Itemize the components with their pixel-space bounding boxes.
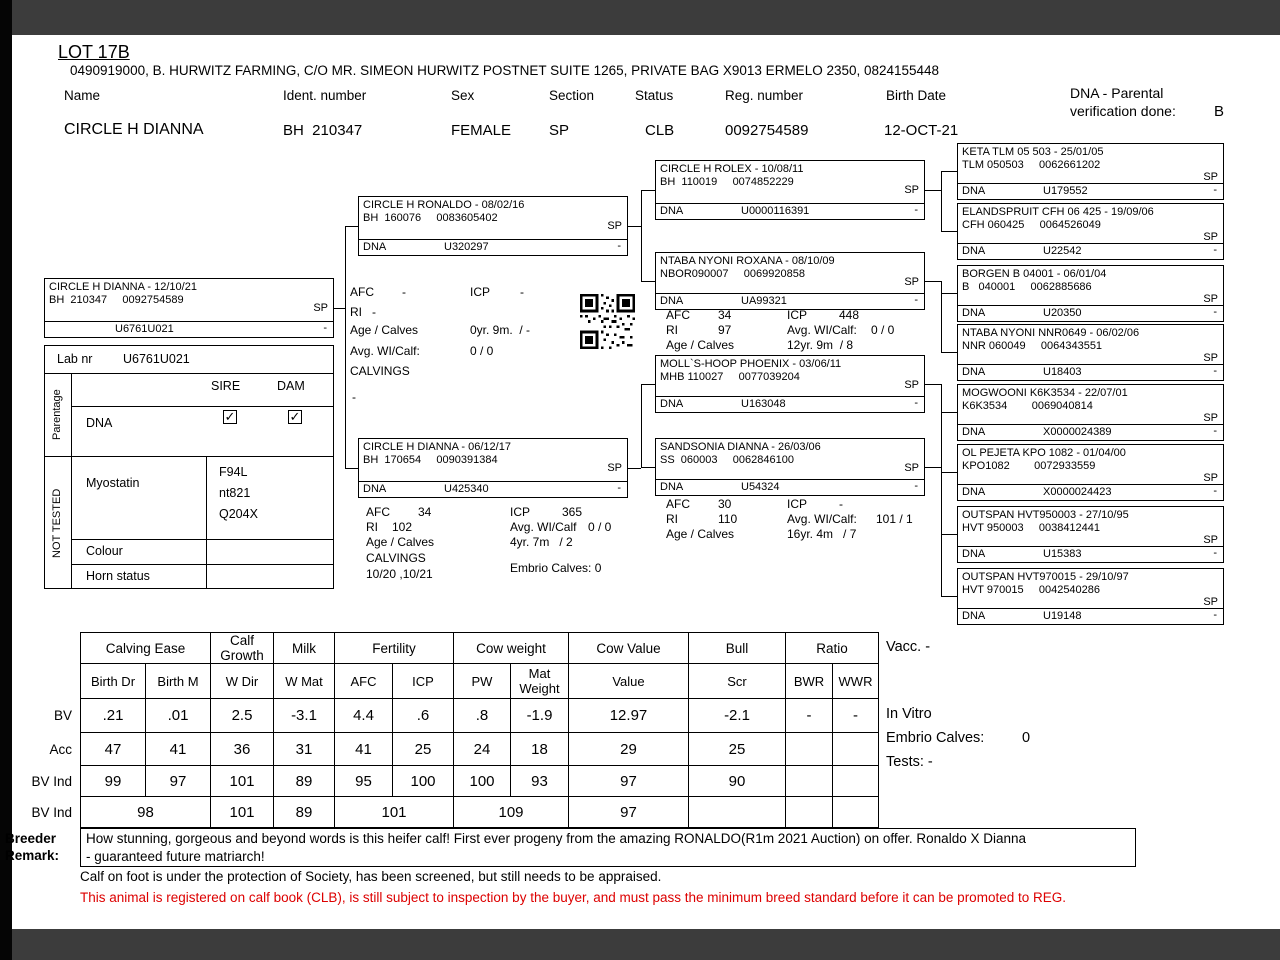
bv-cell: 4.4	[335, 699, 393, 733]
acc-cell: 41	[335, 733, 393, 766]
col-pw: PW	[454, 664, 511, 699]
section-label: Section	[549, 88, 595, 103]
animal-name: CIRCLE H ROLEX - 10/08/11	[660, 163, 804, 175]
age-calves-value: 0yr. 9m. / -	[470, 323, 531, 337]
animal-ids: MHB 110027 0077039204	[660, 371, 800, 383]
dna-number: X0000024389	[1043, 426, 1112, 438]
animal-ids: HVT 970015 0042540286	[962, 584, 1101, 596]
dna-number: UA99321	[741, 295, 787, 307]
dash: -	[914, 397, 918, 409]
sire-column-header: SIRE	[211, 379, 241, 393]
row-label-bvind-1: BV Ind	[31, 774, 72, 789]
status-value: CLB	[645, 122, 675, 139]
bv-cell: -	[833, 699, 879, 733]
society-note: Calf on foot is under the protection of Society, has been screened, but still needs to be appraised.	[80, 869, 662, 884]
not-tested-label: NOT TESTED	[51, 488, 63, 558]
acc-cell	[833, 733, 879, 766]
pedigree-box-ggp-4	[957, 384, 1224, 441]
dash: -	[617, 240, 621, 252]
dna-label: DNA	[363, 241, 387, 253]
dash: -	[1213, 244, 1217, 256]
tests-text: Tests: -	[886, 754, 933, 770]
animal-ids: B 040001 0062885686	[962, 281, 1092, 293]
dna-number: U425340	[444, 483, 489, 495]
col-w-dir: W Dir	[211, 664, 274, 699]
bvind-cell: 90	[689, 766, 786, 797]
breeder-remark-box	[80, 828, 1136, 867]
age-calves-label: Age / Calves	[666, 338, 735, 352]
bvind2-cell: 98	[81, 797, 211, 828]
dna-label: DNA	[962, 426, 986, 438]
bottom-frame-bar	[0, 929, 1280, 960]
afc-value: 34	[718, 308, 732, 322]
ebv-table	[80, 632, 879, 828]
dna-label: DNA	[363, 483, 387, 495]
animal-name: NTABA NYONI ROXANA - 08/10/09	[660, 255, 835, 267]
dna-number: U18403	[1043, 366, 1082, 378]
invitro-text: In Vitro	[886, 706, 932, 722]
col-w-mat: W Mat	[274, 664, 335, 699]
afc-label: AFC	[666, 308, 690, 322]
acc-cell: 31	[274, 733, 335, 766]
icp-value: -	[839, 497, 843, 511]
icp-value: -	[520, 285, 524, 299]
horn-status-label: Horn status	[86, 569, 150, 583]
group-cow-weight: Cow weight	[454, 633, 569, 664]
row-label-bvind-2: BV Ind	[31, 805, 72, 820]
embrio-calves-label: Embrio Calves:	[886, 730, 985, 746]
bvind-cell: 99	[81, 766, 146, 797]
row-label-acc: Acc	[49, 742, 72, 757]
dna-row	[656, 203, 924, 219]
afc-label: AFC	[366, 505, 390, 519]
afc-value: 30	[718, 497, 732, 511]
avg-wicalf-label: Avg. WI/Calf:	[787, 512, 857, 526]
afc-value: -	[402, 285, 406, 299]
age-calves-label: Age / Calves	[666, 527, 735, 541]
acc-cell	[786, 733, 833, 766]
pedigree-box-ggp-5	[957, 444, 1224, 501]
dna-verification-label-1: DNA - Parental	[1070, 85, 1164, 101]
dna-row	[656, 293, 924, 309]
section-value: SP	[549, 122, 570, 139]
dna-row	[958, 608, 1223, 624]
bvind2-cell: 101	[335, 797, 454, 828]
acc-cell: 41	[146, 733, 211, 766]
name-label: Name	[64, 88, 101, 103]
dash: -	[1213, 609, 1217, 621]
animal-ids: NNR 060049 0064343551	[962, 340, 1103, 352]
age-calves-value: 12yr. 9m / 8	[787, 338, 854, 352]
dna-label: DNA	[660, 481, 684, 493]
animal-name: CIRCLE H DIANNA - 06/12/17	[363, 441, 511, 453]
dna-row	[656, 396, 924, 412]
bv-cell: .8	[454, 699, 511, 733]
bv-cell: -1.9	[511, 699, 569, 733]
dash: -	[1213, 425, 1217, 437]
animal-name: CIRCLE H DIANNA - 12/10/21	[49, 281, 197, 293]
avg-wicalf-value: 0 / 0	[470, 344, 494, 358]
breeder-remark-line-2: - guaranteed future matriarch!	[86, 849, 265, 864]
dna-row	[958, 243, 1223, 259]
bvind-cell: 89	[274, 766, 335, 797]
animal-name: BORGEN B 04001 - 06/01/04	[962, 268, 1107, 280]
ident-label: Ident. number	[283, 88, 367, 103]
dna-label: DNA	[962, 486, 986, 498]
pedigree-box-ggp-2	[957, 265, 1224, 322]
bvind-cell	[786, 766, 833, 797]
section-code: SP	[904, 184, 919, 196]
animal-name: ELANDSPRUIT CFH 06 425 - 19/09/06	[962, 206, 1154, 218]
dna-number: U22542	[1043, 245, 1082, 257]
col-afc: AFC	[335, 664, 393, 699]
dash: -	[617, 482, 621, 494]
section-code: SP	[1203, 231, 1218, 243]
acc-cell: 18	[511, 733, 569, 766]
section-code: SP	[607, 462, 622, 474]
gp-roxana-stats	[666, 308, 921, 354]
animal-name: CIRCLE H RONALDO - 08/02/16	[363, 199, 525, 211]
avg-wicalf-label: Avg. WI/Calf:	[787, 323, 857, 337]
dna-verification-value: B	[1214, 103, 1225, 120]
reg-label: Reg. number	[725, 88, 804, 103]
bvind-cell: 100	[454, 766, 511, 797]
age-calves-value: 16yr. 4m / 7	[787, 527, 857, 541]
pedigree-box-ggp-7	[957, 568, 1224, 625]
birthdate-label: Birth Date	[886, 88, 947, 103]
bvind2-cell	[833, 797, 879, 828]
group-calving-ease: Calving Ease	[81, 633, 211, 664]
dna-row	[958, 484, 1223, 500]
pedigree-box-ggp-3	[957, 324, 1224, 381]
section-code: SP	[607, 220, 622, 232]
col-mat-weight: Mat Weight	[511, 664, 569, 699]
top-frame-bar	[0, 0, 1280, 35]
qr-code	[580, 294, 635, 349]
bv-cell: .6	[393, 699, 454, 733]
animal-ids: K6K3534 0069040814	[962, 400, 1093, 412]
dna-number: U54324	[741, 481, 780, 493]
icp-label: ICP	[787, 308, 808, 322]
animal-name: OUTSPAN HVT950003 - 27/10/95	[962, 509, 1129, 521]
pedigree-box-ggp-0	[957, 143, 1224, 200]
pedigree-box-ggp-6	[957, 506, 1224, 563]
calvings-value: -	[352, 390, 356, 404]
dna-label: DNA	[962, 307, 986, 319]
dna-number: X0000024423	[1043, 486, 1112, 498]
dna-row	[958, 546, 1223, 562]
dash: -	[1213, 365, 1217, 377]
dna-label: DNA	[660, 398, 684, 410]
dna-row	[359, 239, 627, 255]
animal-ids: BH 170654 0090391384	[363, 454, 498, 466]
bv-cell: .21	[81, 699, 146, 733]
col-birth-m: Birth M	[146, 664, 211, 699]
bvind-cell: 100	[393, 766, 454, 797]
dna-label: DNA	[962, 245, 986, 257]
bvind2-cell: 97	[569, 797, 689, 828]
dna-label: DNA	[660, 295, 684, 307]
dash: -	[1213, 485, 1217, 497]
group-cow-value: Cow Value	[569, 633, 689, 664]
dna-number: U0000116391	[741, 205, 810, 217]
group-bull: Bull	[689, 633, 786, 664]
animal-ids: SS 060003 0062846100	[660, 454, 794, 466]
col-scr: Scr	[689, 664, 786, 699]
ident-value: BH 210347	[283, 122, 363, 139]
gp-sandsonia-stats	[666, 497, 921, 543]
parentage-label: Parentage	[51, 389, 63, 441]
vacc-text: Vacc. -	[886, 639, 931, 655]
animal-name: NTABA NYONI NNR0649 - 06/02/06	[962, 327, 1140, 339]
section-code: SP	[1203, 412, 1218, 424]
animal-name: OUTSPAN HVT970015 - 29/10/97	[962, 571, 1129, 583]
lot-title: LOT 17B	[58, 42, 130, 62]
acc-cell: 25	[393, 733, 454, 766]
dash: -	[914, 294, 918, 306]
breeder-remark-label-2: Remark:	[5, 848, 60, 863]
avg-wicalf-value: 101 / 1	[876, 512, 913, 526]
animal-ids: NBOR090007 0069920858	[660, 268, 805, 280]
section-code: SP	[1203, 293, 1218, 305]
col-icp: ICP	[393, 664, 454, 699]
calvings-label: CALVINGS	[350, 364, 410, 378]
bvind2-cell	[689, 797, 786, 828]
col-value: Value	[569, 664, 689, 699]
bv-cell: -3.1	[274, 699, 335, 733]
bvind-cell: 97	[146, 766, 211, 797]
dash: -	[914, 204, 918, 216]
dna-row	[656, 479, 924, 495]
bvind2-cell	[786, 797, 833, 828]
group-fertility: Fertility	[335, 633, 454, 664]
dash: -	[1213, 547, 1217, 559]
avg-wicalf-label: Avg. WI/Calf:	[350, 344, 420, 358]
section-code: SP	[1203, 472, 1218, 484]
bvind-cell: 101	[211, 766, 274, 797]
dna-row	[359, 481, 627, 497]
birthdate-value: 12-OCT-21	[884, 122, 959, 139]
group-calf-growth: Calf Growth	[211, 633, 274, 664]
dna-number: U20350	[1043, 307, 1082, 319]
pedigree-box-gp-1	[655, 252, 925, 310]
ri-label: RI	[350, 305, 362, 319]
dna-row	[958, 424, 1223, 440]
owner-line: 0490919000, B. HURWITZ FARMING, C/O MR. SIMEON HURWITZ POSTNET SUITE 1265, PRIVATE BAG X9013 ERMELO 2350, 0824155448	[70, 63, 940, 78]
icp-value: 448	[839, 308, 860, 322]
dash: -	[914, 480, 918, 492]
pedigree-box-gp-0	[655, 160, 925, 220]
animal-ids: BH 210347 0092754589	[49, 294, 184, 306]
bv-cell: -	[786, 699, 833, 733]
pedigree-box-subject	[44, 278, 334, 338]
myostatin-value-2: nt821	[219, 486, 251, 500]
age-calves-label: Age / Calves	[350, 323, 419, 337]
acc-cell: 47	[81, 733, 146, 766]
dna-label: DNA	[962, 366, 986, 378]
ri-value: 102	[392, 520, 413, 534]
acc-cell: 24	[454, 733, 511, 766]
embrio-calves-value: 0	[1022, 730, 1031, 746]
animal-name-value: CIRCLE H DIANNA	[64, 121, 204, 138]
dna-number: U179552	[1043, 185, 1088, 197]
animal-ids: BH 110019 0074852229	[660, 176, 794, 188]
calf-book-warning: This animal is registered on calf book (CLB), is still subject to inspection by the buyer, and must pass the minimum breed standard before it can be promoted to REG.	[80, 890, 1066, 905]
pedigree-box-dam	[358, 438, 628, 498]
icp-label: ICP	[470, 285, 491, 299]
avg-wicalf-value: 0 / 0	[588, 520, 612, 534]
dna-number: U163048	[741, 398, 786, 410]
acc-cell: 29	[569, 733, 689, 766]
acc-cell: 36	[211, 733, 274, 766]
embrio-calves: Embrio Calves: 0	[510, 561, 602, 575]
animal-name: MOLL`S-HOOP PHOENIX - 03/06/11	[660, 358, 842, 370]
lab-nr-label: Lab nr	[57, 352, 93, 366]
myostatin-value-3: Q204X	[219, 507, 258, 521]
bvind2-cell: 89	[274, 797, 335, 828]
section-code: SP	[1203, 596, 1218, 608]
dna-verification-label-2: verification done:	[1070, 103, 1176, 119]
bv-cell: -2.1	[689, 699, 786, 733]
dna-row	[958, 305, 1223, 321]
afc-value: 34	[418, 505, 432, 519]
calvings-label: CALVINGS	[366, 551, 426, 565]
colour-label: Colour	[86, 544, 123, 558]
ri-value: 110	[718, 512, 738, 526]
animal-name: SANDSONIA DIANNA - 26/03/06	[660, 441, 821, 453]
breeder-remark-label-1: Breeder	[5, 831, 57, 846]
section-code: SP	[1203, 352, 1218, 364]
dam-column-header: DAM	[277, 379, 305, 393]
avg-wicalf-label: Avg. WI/Calf	[510, 520, 577, 534]
myostatin-label: Myostatin	[86, 476, 140, 490]
pedigree-box-ggp-1	[957, 203, 1224, 260]
section-code: SP	[904, 276, 919, 288]
animal-ids: BH 160076 0083605402	[363, 212, 498, 224]
section-code: SP	[1203, 171, 1218, 183]
ri-label: RI	[666, 323, 678, 337]
pedigree-box-gp-3	[655, 438, 925, 496]
group-ratio: Ratio	[786, 633, 879, 664]
col-wwr: WWR	[833, 664, 879, 699]
animal-name: OL PEJETA KPO 1082 - 01/04/00	[962, 447, 1126, 459]
dash: -	[1213, 184, 1217, 196]
age-calves-value: 4yr. 7m / 2	[510, 535, 573, 549]
group-milk: Milk	[274, 633, 335, 664]
animal-name: MOGWOONI K6K3534 - 22/07/01	[962, 387, 1128, 399]
sex-value: FEMALE	[451, 122, 512, 139]
breeder-remark-line-1: How stunning, gorgeous and beyond words is this heifer calf! First ever progeny from the amazing RONALDO(R1m 2021 Auction) on offer. Ronaldo X Dianna	[86, 831, 1026, 846]
ri-value: -	[372, 305, 376, 319]
dna-number: U15383	[1043, 548, 1082, 560]
icp-value: 365	[562, 505, 583, 519]
dam-dna-checkbox: ✓	[289, 409, 301, 424]
col-birth-dr: Birth Dr	[81, 664, 146, 699]
age-calves-label: Age / Calves	[366, 535, 435, 549]
dna-label: DNA	[962, 610, 986, 622]
bvind-cell	[833, 766, 879, 797]
dna-label: DNA	[962, 548, 986, 560]
animal-name: KETA TLM 05 503 - 25/01/05	[962, 146, 1104, 158]
reg-value: 0092754589	[725, 122, 809, 139]
ri-label: RI	[366, 520, 378, 534]
icp-label: ICP	[510, 505, 531, 519]
section-code: SP	[1203, 534, 1218, 546]
myostatin-value-1: F94L	[219, 465, 248, 479]
section-code: SP	[904, 462, 919, 474]
bvind-cell: 97	[569, 766, 689, 797]
dna-label: DNA	[660, 205, 684, 217]
animal-ids: HVT 950003 0038412441	[962, 522, 1101, 534]
sire-dna-checkbox: ✓	[224, 409, 236, 424]
dna-label: DNA	[962, 185, 986, 197]
animal-ids: CFH 060425 0064526049	[962, 219, 1101, 231]
col-bwr: BWR	[786, 664, 833, 699]
bvind-cell: 95	[335, 766, 393, 797]
bv-cell: .01	[146, 699, 211, 733]
animal-ids: TLM 050503 0062661202	[962, 159, 1101, 171]
status-label: Status	[635, 88, 674, 103]
section-code: SP	[313, 302, 328, 314]
dash: -	[323, 322, 327, 334]
afc-label: AFC	[666, 497, 690, 511]
lab-nr-value: U6761U021	[123, 352, 190, 366]
bvind2-cell: 109	[454, 797, 569, 828]
ri-value: 97	[718, 323, 732, 337]
dna-number: U19148	[1043, 610, 1082, 622]
dam-stats	[366, 505, 626, 585]
icp-label: ICP	[787, 497, 808, 511]
bv-cell: 2.5	[211, 699, 274, 733]
bvind2-cell: 101	[211, 797, 274, 828]
bvind-cell: 93	[511, 766, 569, 797]
afc-label: AFC	[350, 285, 374, 299]
dna-number: U6761U021	[115, 323, 174, 335]
calvings-value: 10/20 ,10/21	[366, 567, 433, 581]
dna-row	[45, 321, 333, 337]
section-code: SP	[904, 379, 919, 391]
dna-row-label: DNA	[86, 416, 113, 430]
avg-wicalf-value: 0 / 0	[871, 323, 895, 337]
row-label-bv: BV	[53, 708, 72, 723]
sex-label: Sex	[451, 88, 475, 103]
ri-label: RI	[666, 512, 678, 526]
pedigree-box-gp-2	[655, 355, 925, 413]
pedigree-box-sire	[358, 196, 628, 256]
animal-ids: KPO1082 0072933559	[962, 460, 1096, 472]
acc-cell: 25	[689, 733, 786, 766]
dna-row	[958, 183, 1223, 199]
dna-number: U320297	[444, 241, 489, 253]
dash: -	[1213, 306, 1217, 318]
lab-parentage-box	[44, 345, 334, 589]
bv-cell: 12.97	[569, 699, 689, 733]
dna-row	[958, 364, 1223, 380]
